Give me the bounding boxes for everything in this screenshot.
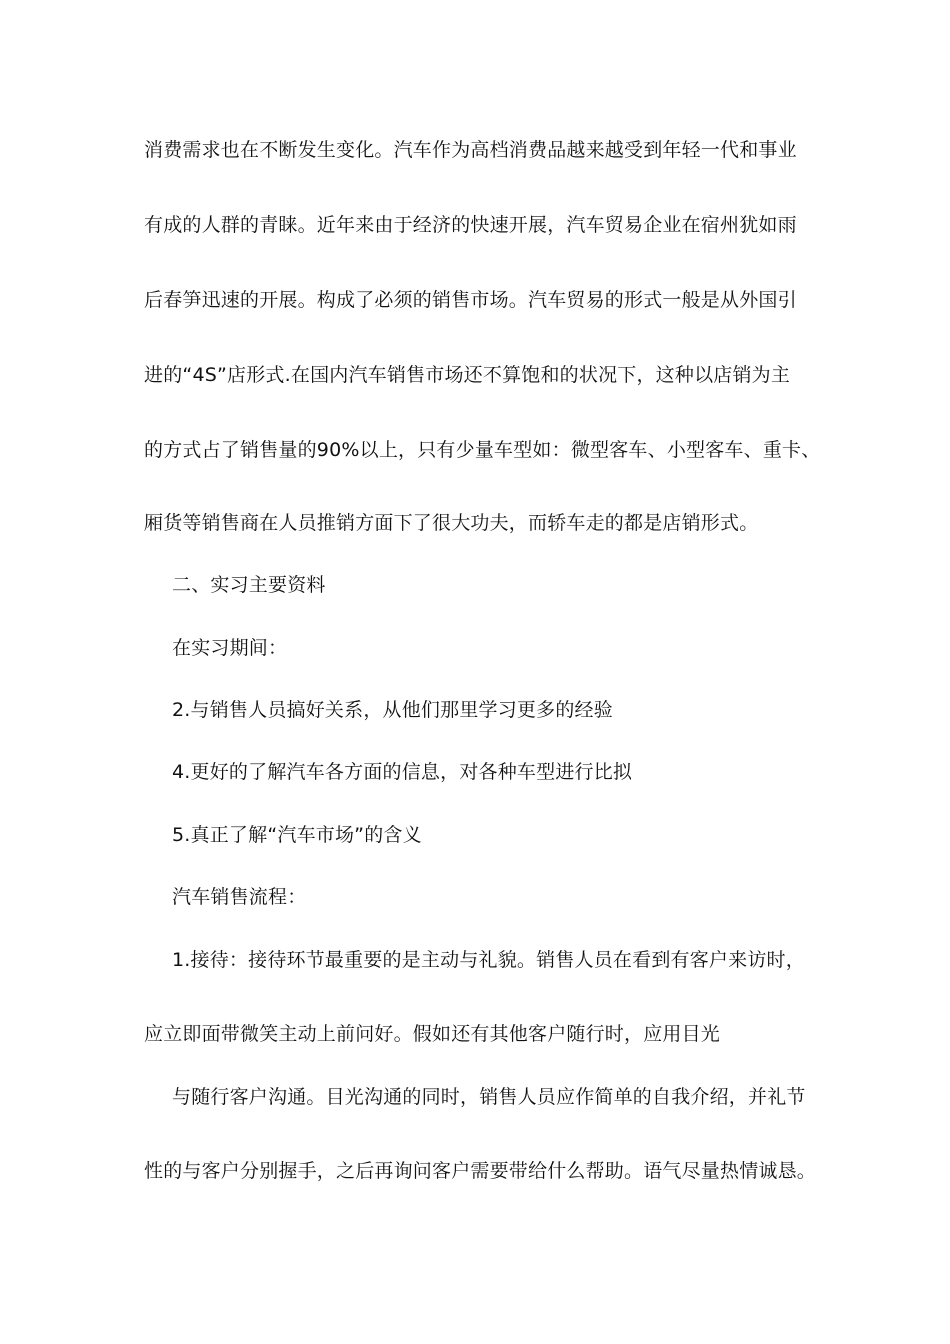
process-line: 与随行客户沟通。目光沟通的同时，销售人员应作简单的自我介绍，并礼节 — [172, 1086, 806, 1108]
list-item: 5.真正了解“汽车市场”的含义 — [172, 824, 422, 846]
paragraph-line: 后春笋迅速的开展。构成了必须的销售市场。汽车贸易的形式一般是从外国引 — [144, 289, 797, 311]
process-line: 应立即面带微笑主动上前问好。假如还有其他客户随行时，应用目光 — [144, 1023, 721, 1045]
paragraph-line: 有成的人群的青睐。近年来由于经济的快速开展，汽车贸易企业在宿州犹如雨 — [144, 214, 797, 236]
internship-intro: 在实习期间： — [172, 637, 288, 659]
process-heading: 汽车销售流程： — [172, 886, 307, 908]
list-item: 4.更好的了解汽车各方面的信息，对各种车型进行比拟 — [172, 761, 633, 783]
paragraph-line: 进的“4S”店形式.在国内汽车销售市场还不算饱和的状况下，这种以店销为主 — [144, 364, 791, 386]
section-heading: 二、实习主要资料 — [172, 574, 326, 596]
paragraph-line: 的方式占了销售量的90%以上，只有少量车型如：微型客车、小型客车、重卡、 — [144, 439, 821, 461]
list-item: 2.与销售人员搞好关系，从他们那里学习更多的经验 — [172, 699, 613, 721]
process-line: 1.接待：接待环节最重要的是主动与礼貌。销售人员在看到有客户来访时， — [172, 949, 805, 971]
paragraph-line: 厢货等销售商在人员推销方面下了很大功夫，而轿车走的都是店销形式。 — [144, 512, 759, 534]
paragraph-line: 消费需求也在不断发生变化。汽车作为高档消费品越来越受到年轻一代和事业 — [144, 139, 797, 161]
process-line: 性的与客户分别握手，之后再询问客户需要带给什么帮助。语气尽量热情诚恳。 — [144, 1160, 817, 1182]
